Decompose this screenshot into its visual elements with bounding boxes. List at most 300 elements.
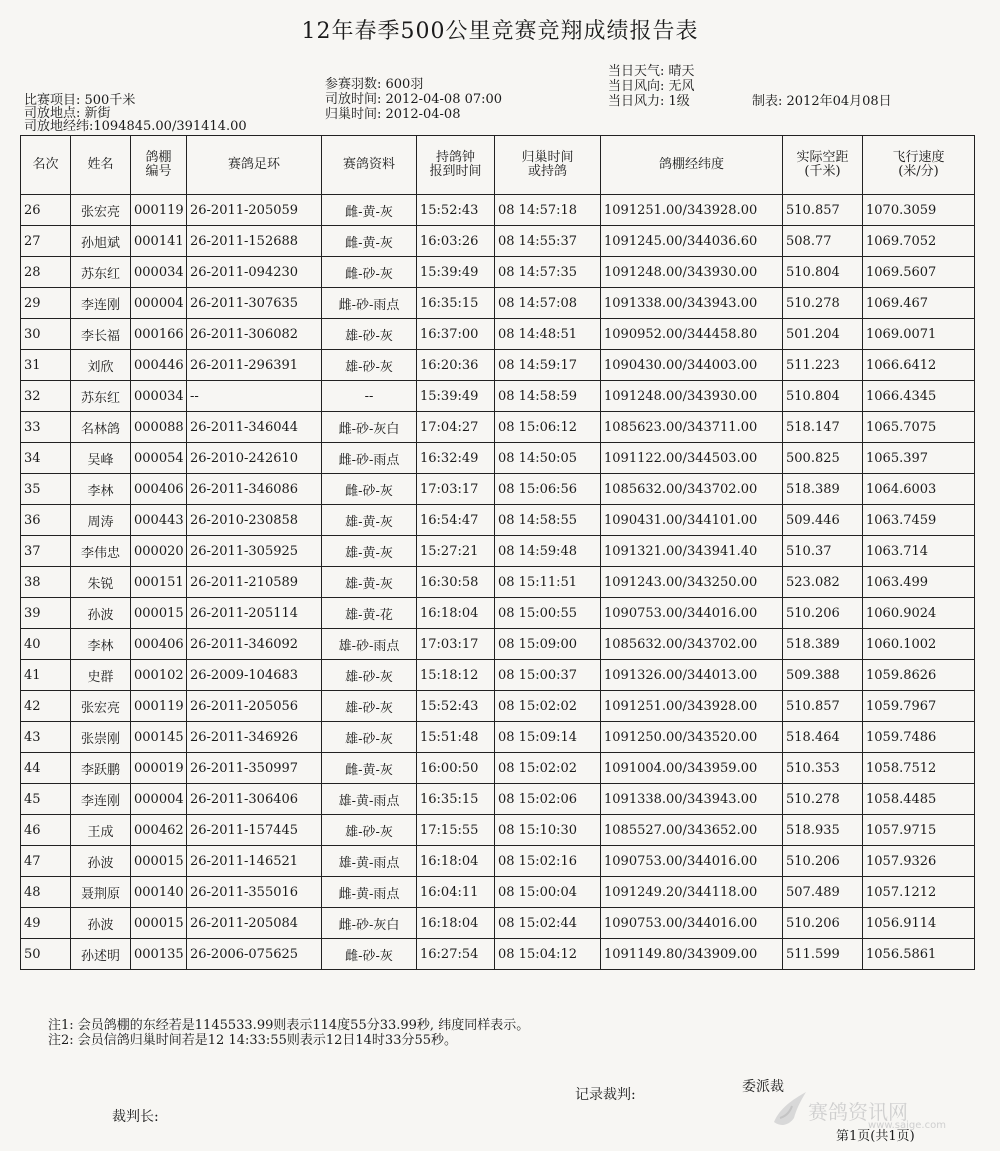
cell-ring: 26-2011-355016	[187, 877, 322, 908]
cell-rank: 39	[21, 598, 71, 629]
table-row	[21, 443, 975, 474]
cell-bird-info: 雌-砂-灰	[322, 939, 417, 970]
cell-bird-info: 雌-黄-灰	[322, 226, 417, 257]
cell-coords: 1091338.00/343943.00	[601, 288, 783, 319]
cell-rank: 28	[21, 257, 71, 288]
cell-rank: 32	[21, 381, 71, 412]
cell-coords: 1091248.00/343930.00	[601, 257, 783, 288]
cell-loft-id: 000151	[131, 567, 187, 598]
cell-clock-time: 16:35:15	[417, 784, 495, 815]
cell-name: 聂荆原	[71, 877, 131, 908]
cell-name: 李林	[71, 474, 131, 505]
cell-speed: 1065.7075	[863, 412, 975, 443]
cell-name: 名林鸽	[71, 412, 131, 443]
wind-direction: 当日风向: 无风	[608, 79, 695, 94]
cell-bird-info: 雌-砂-灰	[322, 474, 417, 505]
page-number: 第1页(共1页)	[836, 1129, 915, 1144]
cell-name: 苏东红	[71, 381, 131, 412]
cell-bird-info: 雄-砂-灰	[322, 660, 417, 691]
table-row	[21, 257, 975, 288]
cell-ring: 26-2011-205084	[187, 908, 322, 939]
cell-name: 王成	[71, 815, 131, 846]
cell-loft-id: 000034	[131, 381, 187, 412]
cell-name: 张宏亮	[71, 691, 131, 722]
cell-speed: 1057.1212	[863, 877, 975, 908]
cell-loft-id: 000135	[131, 939, 187, 970]
cell-coords: 1085527.00/343652.00	[601, 815, 783, 846]
watermark-text: 赛鸽资讯网	[808, 1100, 908, 1124]
cell-distance: 509.446	[783, 505, 863, 536]
cell-arrival: 08 15:02:44	[495, 908, 601, 939]
col-header-bird-info: 赛鸽资料	[322, 136, 417, 195]
release-time: 司放时间: 2012-04-08 07:00	[325, 92, 503, 107]
return-time: 归巢时间: 2012-04-08	[325, 107, 461, 122]
table-row	[21, 877, 975, 908]
cell-distance: 510.206	[783, 908, 863, 939]
cell-rank: 33	[21, 412, 71, 443]
cell-rank: 30	[21, 319, 71, 350]
cell-ring: 26-2010-230858	[187, 505, 322, 536]
cell-coords: 1091338.00/343943.00	[601, 784, 783, 815]
cell-speed: 1059.7486	[863, 722, 975, 753]
cell-arrival: 08 15:00:37	[495, 660, 601, 691]
cell-coords: 1090753.00/344016.00	[601, 908, 783, 939]
cell-loft-id: 000015	[131, 598, 187, 629]
cell-name: 孙述明	[71, 939, 131, 970]
cell-arrival: 08 14:58:55	[495, 505, 601, 536]
cell-distance: 510.206	[783, 598, 863, 629]
cell-clock-time: 16:18:04	[417, 908, 495, 939]
cell-distance: 510.857	[783, 691, 863, 722]
cell-rank: 26	[21, 195, 71, 226]
cell-coords: 1085632.00/343702.00	[601, 629, 783, 660]
cell-rank: 27	[21, 226, 71, 257]
cell-loft-id: 000166	[131, 319, 187, 350]
cell-speed: 1065.397	[863, 443, 975, 474]
cell-clock-time: 17:03:17	[417, 629, 495, 660]
cell-name: 李林	[71, 629, 131, 660]
cell-arrival: 08 15:02:06	[495, 784, 601, 815]
cell-speed: 1063.714	[863, 536, 975, 567]
cell-speed: 1056.9114	[863, 908, 975, 939]
release-coords: 司放地经纬:1094845.00/391414.00	[24, 119, 247, 134]
cell-coords: 1090952.00/344458.80	[601, 319, 783, 350]
cell-ring: 26-2011-152688	[187, 226, 322, 257]
cell-speed: 1063.499	[863, 567, 975, 598]
cell-speed: 1069.7052	[863, 226, 975, 257]
cell-name: 孙波	[71, 908, 131, 939]
cell-rank: 36	[21, 505, 71, 536]
cell-speed: 1057.9326	[863, 846, 975, 877]
cell-coords: 1090753.00/344016.00	[601, 846, 783, 877]
cell-loft-id: 000015	[131, 846, 187, 877]
table-header-row	[21, 136, 975, 195]
cell-bird-info: 雌-砂-灰白	[322, 412, 417, 443]
cell-clock-time: 15:52:43	[417, 691, 495, 722]
table-row	[21, 412, 975, 443]
cell-coords: 1091326.00/344013.00	[601, 660, 783, 691]
cell-loft-id: 000446	[131, 350, 187, 381]
table-row	[21, 815, 975, 846]
cell-rank: 34	[21, 443, 71, 474]
cell-distance: 501.204	[783, 319, 863, 350]
race-item: 比赛项目: 500千米	[24, 93, 136, 108]
cell-bird-info: 雄-砂-灰	[322, 691, 417, 722]
cell-distance: 523.082	[783, 567, 863, 598]
cell-arrival: 08 15:06:56	[495, 474, 601, 505]
cell-loft-id: 000406	[131, 629, 187, 660]
cell-loft-id: 000004	[131, 784, 187, 815]
cell-loft-id: 000119	[131, 691, 187, 722]
cell-bird-info: 雄-砂-灰	[322, 722, 417, 753]
cell-rank: 35	[21, 474, 71, 505]
weather: 当日天气: 晴天	[608, 64, 695, 79]
cell-arrival: 08 14:57:35	[495, 257, 601, 288]
cell-speed: 1058.4485	[863, 784, 975, 815]
cell-clock-time: 15:18:12	[417, 660, 495, 691]
cell-bird-info: --	[322, 381, 417, 412]
cell-distance: 509.388	[783, 660, 863, 691]
cell-distance: 518.464	[783, 722, 863, 753]
cell-speed: 1060.9024	[863, 598, 975, 629]
cell-arrival: 08 15:02:02	[495, 753, 601, 784]
cell-rank: 43	[21, 722, 71, 753]
cell-ring: 26-2011-205059	[187, 195, 322, 226]
cell-clock-time: 16:27:54	[417, 939, 495, 970]
table-row	[21, 381, 975, 412]
table-row	[21, 846, 975, 877]
cell-arrival: 08 15:10:30	[495, 815, 601, 846]
cell-speed: 1069.0071	[863, 319, 975, 350]
cell-ring: 26-2006-075625	[187, 939, 322, 970]
cell-arrival: 08 14:58:59	[495, 381, 601, 412]
cell-loft-id: 000462	[131, 815, 187, 846]
table-row	[21, 691, 975, 722]
cell-loft-id: 000020	[131, 536, 187, 567]
cell-ring: 26-2011-346086	[187, 474, 322, 505]
cell-ring: 26-2011-306406	[187, 784, 322, 815]
col-header-speed: 飞行速度 (米/分)	[863, 136, 975, 195]
cell-distance: 510.804	[783, 257, 863, 288]
cell-loft-id: 000406	[131, 474, 187, 505]
cell-speed: 1069.5607	[863, 257, 975, 288]
cell-speed: 1063.7459	[863, 505, 975, 536]
cell-clock-time: 16:18:04	[417, 846, 495, 877]
table-row	[21, 939, 975, 970]
cell-rank: 38	[21, 567, 71, 598]
cell-ring: 26-2011-094230	[187, 257, 322, 288]
cell-bird-info: 雌-黄-灰	[322, 753, 417, 784]
cell-loft-id: 000054	[131, 443, 187, 474]
cell-name: 孙旭斌	[71, 226, 131, 257]
cell-name: 刘欣	[71, 350, 131, 381]
cell-ring: 26-2011-146521	[187, 846, 322, 877]
table-row	[21, 319, 975, 350]
cell-rank: 29	[21, 288, 71, 319]
cell-name: 李连刚	[71, 288, 131, 319]
cell-loft-id: 000088	[131, 412, 187, 443]
table-row	[21, 536, 975, 567]
cell-clock-time: 17:03:17	[417, 474, 495, 505]
cell-name: 史群	[71, 660, 131, 691]
table-row	[21, 350, 975, 381]
cell-distance: 500.825	[783, 443, 863, 474]
cell-name: 张宏亮	[71, 195, 131, 226]
cell-name: 周涛	[71, 505, 131, 536]
cell-name: 张崇刚	[71, 722, 131, 753]
made-date: 制表: 2012年04月08日	[752, 94, 892, 109]
cell-name: 吴峰	[71, 443, 131, 474]
cell-bird-info: 雄-黄-花	[322, 598, 417, 629]
cell-distance: 510.353	[783, 753, 863, 784]
cell-coords: 1091249.20/344118.00	[601, 877, 783, 908]
cell-ring: 26-2011-205114	[187, 598, 322, 629]
cell-bird-info: 雄-黄-灰	[322, 567, 417, 598]
cell-bird-info: 雄-黄-雨点	[322, 846, 417, 877]
cell-clock-time: 16:30:58	[417, 567, 495, 598]
cell-name: 李长福	[71, 319, 131, 350]
cell-speed: 1058.7512	[863, 753, 975, 784]
cell-rank: 50	[21, 939, 71, 970]
cell-rank: 37	[21, 536, 71, 567]
cell-ring: --	[187, 381, 322, 412]
cell-name: 李跃鹏	[71, 753, 131, 784]
report-title: 12年春季500公里竞赛竞翔成绩报告表	[301, 19, 699, 44]
cell-loft-id: 000141	[131, 226, 187, 257]
cell-coords: 1091243.00/343250.00	[601, 567, 783, 598]
cell-distance: 510.857	[783, 195, 863, 226]
cell-ring: 26-2011-307635	[187, 288, 322, 319]
cell-arrival: 08 15:00:55	[495, 598, 601, 629]
cell-ring: 26-2011-346092	[187, 629, 322, 660]
table-row	[21, 784, 975, 815]
cell-coords: 1091250.00/343520.00	[601, 722, 783, 753]
cell-coords: 1091122.00/344503.00	[601, 443, 783, 474]
release-place: 司放地点: 新街	[24, 106, 111, 121]
cell-distance: 510.278	[783, 784, 863, 815]
cell-clock-time: 16:32:49	[417, 443, 495, 474]
cell-bird-info: 雌-黄-灰	[322, 195, 417, 226]
cell-name: 朱锐	[71, 567, 131, 598]
cell-speed: 1057.9715	[863, 815, 975, 846]
cell-arrival: 08 15:02:16	[495, 846, 601, 877]
cell-coords: 1090753.00/344016.00	[601, 598, 783, 629]
cell-clock-time: 15:51:48	[417, 722, 495, 753]
col-header-name: 姓名	[71, 136, 131, 195]
cell-arrival: 08 15:06:12	[495, 412, 601, 443]
cell-arrival: 08 15:04:12	[495, 939, 601, 970]
cell-rank: 31	[21, 350, 71, 381]
table-row	[21, 226, 975, 257]
cell-rank: 42	[21, 691, 71, 722]
col-header-clock-time: 持鸽钟 报到时间	[417, 136, 495, 195]
cell-ring: 26-2011-305925	[187, 536, 322, 567]
cell-bird-info: 雌-黄-雨点	[322, 877, 417, 908]
col-header-ring: 赛鸽足环	[187, 136, 322, 195]
table-row	[21, 660, 975, 691]
cell-distance: 511.599	[783, 939, 863, 970]
cell-distance: 511.223	[783, 350, 863, 381]
cell-arrival: 08 14:50:05	[495, 443, 601, 474]
cell-coords: 1091321.00/343941.40	[601, 536, 783, 567]
cell-clock-time: 16:20:36	[417, 350, 495, 381]
table-row	[21, 598, 975, 629]
cell-coords: 1090430.00/344003.00	[601, 350, 783, 381]
table-row	[21, 722, 975, 753]
col-header-distance: 实际空距 (千米)	[783, 136, 863, 195]
cell-arrival: 08 14:55:37	[495, 226, 601, 257]
cell-loft-id: 000443	[131, 505, 187, 536]
cell-distance: 518.389	[783, 629, 863, 660]
cell-speed: 1064.6003	[863, 474, 975, 505]
cell-bird-info: 雄-黄-灰	[322, 505, 417, 536]
chief-judge-label: 裁判长:	[112, 1109, 159, 1125]
table-row	[21, 567, 975, 598]
cell-clock-time: 16:03:26	[417, 226, 495, 257]
watermark-url: www.saige.com	[868, 1120, 946, 1131]
cell-rank: 48	[21, 877, 71, 908]
cell-clock-time: 16:37:00	[417, 319, 495, 350]
table-row	[21, 195, 975, 226]
cell-loft-id: 000015	[131, 908, 187, 939]
cell-arrival: 08 14:48:51	[495, 319, 601, 350]
table-row	[21, 908, 975, 939]
cell-ring: 26-2010-242610	[187, 443, 322, 474]
cell-coords: 1091245.00/344036.60	[601, 226, 783, 257]
cell-arrival: 08 14:59:48	[495, 536, 601, 567]
cell-rank: 44	[21, 753, 71, 784]
cell-clock-time: 16:35:15	[417, 288, 495, 319]
col-header-loft-id: 鸽棚 编号	[131, 136, 187, 195]
cell-arrival: 08 14:59:17	[495, 350, 601, 381]
cell-ring: 26-2011-210589	[187, 567, 322, 598]
cell-ring: 26-2011-205056	[187, 691, 322, 722]
cell-ring: 26-2011-157445	[187, 815, 322, 846]
cell-distance: 508.77	[783, 226, 863, 257]
cell-distance: 510.206	[783, 846, 863, 877]
col-header-arrival: 归巢时间 或持鸽	[495, 136, 601, 195]
cell-name: 李连刚	[71, 784, 131, 815]
cell-bird-info: 雄-砂-雨点	[322, 629, 417, 660]
cell-clock-time: 16:04:11	[417, 877, 495, 908]
table-row	[21, 629, 975, 660]
cell-speed: 1069.467	[863, 288, 975, 319]
cell-rank: 41	[21, 660, 71, 691]
table-row	[21, 505, 975, 536]
cell-loft-id: 000019	[131, 753, 187, 784]
cell-name: 李伟忠	[71, 536, 131, 567]
note-2: 注2: 会员信鸽归巢时间若是12 14:33:55则表示12日14时33分55秒。	[48, 1033, 458, 1048]
cell-coords: 1091251.00/343928.00	[601, 691, 783, 722]
cell-loft-id: 000004	[131, 288, 187, 319]
cell-clock-time: 15:39:49	[417, 381, 495, 412]
cell-arrival: 08 14:57:08	[495, 288, 601, 319]
cell-clock-time: 16:18:04	[417, 598, 495, 629]
cell-arrival: 08 15:02:02	[495, 691, 601, 722]
cell-coords: 1090431.00/344101.00	[601, 505, 783, 536]
cell-clock-time: 15:27:21	[417, 536, 495, 567]
notes	[48, 1018, 529, 1048]
cell-speed: 1059.8626	[863, 660, 975, 691]
cell-bird-info: 雄-砂-灰	[322, 350, 417, 381]
cell-bird-info: 雌-砂-灰	[322, 257, 417, 288]
cell-speed: 1060.1002	[863, 629, 975, 660]
cell-distance: 518.389	[783, 474, 863, 505]
cell-speed: 1066.6412	[863, 350, 975, 381]
cell-distance: 518.147	[783, 412, 863, 443]
cell-clock-time: 15:39:49	[417, 257, 495, 288]
cell-distance: 510.37	[783, 536, 863, 567]
cell-arrival: 08 15:00:04	[495, 877, 601, 908]
cell-distance: 510.278	[783, 288, 863, 319]
cell-ring: 26-2011-350997	[187, 753, 322, 784]
cell-arrival: 08 15:09:00	[495, 629, 601, 660]
cell-arrival: 08 15:11:51	[495, 567, 601, 598]
cell-bird-info: 雌-砂-灰白	[322, 908, 417, 939]
cell-coords: 1091004.00/343959.00	[601, 753, 783, 784]
cell-speed: 1066.4345	[863, 381, 975, 412]
cell-arrival: 08 15:09:14	[495, 722, 601, 753]
cell-speed: 1056.5861	[863, 939, 975, 970]
note-1: 注1: 会员鸽棚的东经若是1145533.99则表示114度55分33.99秒, 纬度同样表示。	[48, 1018, 530, 1033]
cell-rank: 40	[21, 629, 71, 660]
entry-count: 参赛羽数: 600羽	[325, 77, 424, 92]
cell-bird-info: 雌-砂-雨点	[322, 288, 417, 319]
cell-coords: 1085632.00/343702.00	[601, 474, 783, 505]
cell-bird-info: 雄-砂-灰	[322, 319, 417, 350]
cell-arrival: 08 14:57:18	[495, 195, 601, 226]
cell-ring: 26-2011-346926	[187, 722, 322, 753]
col-header-rank: 名次	[21, 136, 71, 195]
cell-bird-info: 雄-砂-灰	[322, 815, 417, 846]
results-table	[20, 135, 975, 970]
cell-ring: 26-2011-346044	[187, 412, 322, 443]
cell-clock-time: 16:00:50	[417, 753, 495, 784]
cell-distance: 507.489	[783, 877, 863, 908]
col-header-coords: 鸽棚经纬度	[601, 136, 783, 195]
cell-speed: 1059.7967	[863, 691, 975, 722]
cell-bird-info: 雄-黄-雨点	[322, 784, 417, 815]
cell-rank: 45	[21, 784, 71, 815]
cell-clock-time: 16:54:47	[417, 505, 495, 536]
dove-logo-icon	[770, 1088, 810, 1132]
cell-speed: 1070.3059	[863, 195, 975, 226]
cell-coords: 1085623.00/343711.00	[601, 412, 783, 443]
cell-loft-id: 000119	[131, 195, 187, 226]
cell-name: 孙波	[71, 598, 131, 629]
cell-ring: 26-2009-104683	[187, 660, 322, 691]
cell-bird-info: 雌-砂-雨点	[322, 443, 417, 474]
cell-distance: 518.935	[783, 815, 863, 846]
cell-coords: 1091149.80/343909.00	[601, 939, 783, 970]
cell-name: 孙波	[71, 846, 131, 877]
cell-clock-time: 15:52:43	[417, 195, 495, 226]
recorder-signature-label: 记录裁判:	[575, 1087, 636, 1103]
cell-clock-time: 17:15:55	[417, 815, 495, 846]
cell-rank: 49	[21, 908, 71, 939]
cell-ring: 26-2011-306082	[187, 319, 322, 350]
cell-loft-id: 000140	[131, 877, 187, 908]
wind-power: 当日风力: 1级	[608, 94, 690, 109]
cell-distance: 510.804	[783, 381, 863, 412]
table-row	[21, 474, 975, 505]
cell-coords: 1091251.00/343928.00	[601, 195, 783, 226]
table-row	[21, 753, 975, 784]
cell-bird-info: 雄-黄-灰	[322, 536, 417, 567]
cell-rank: 47	[21, 846, 71, 877]
delegate-signature-label: 委派裁	[742, 1079, 784, 1095]
cell-loft-id: 000034	[131, 257, 187, 288]
